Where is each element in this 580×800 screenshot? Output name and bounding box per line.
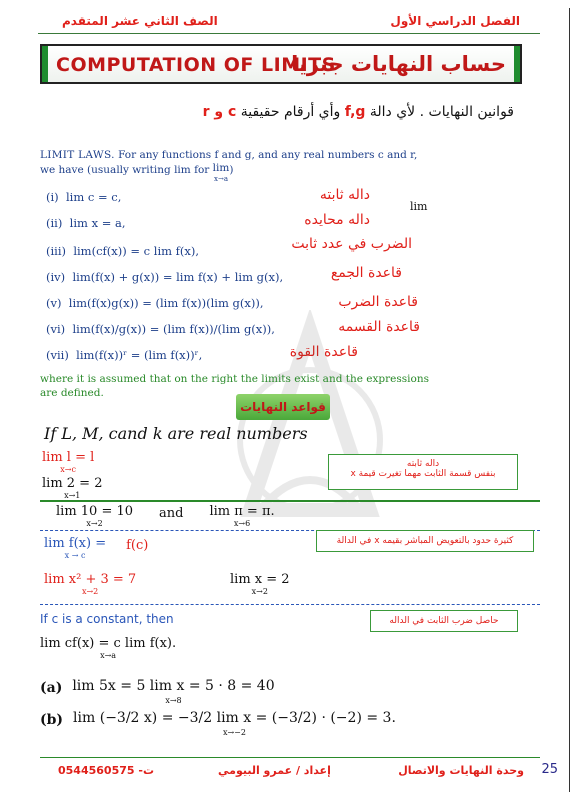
example-a-body: [72, 680, 274, 707]
lim-subscript: x→2: [251, 587, 268, 596]
example-right-expr: lim π = π.: [209, 504, 275, 519]
real-numbers-heading: If L, M, cand k are real numbers: [44, 424, 308, 443]
poly-example: [44, 574, 136, 598]
law-formula: lim x = a,: [69, 216, 126, 230]
title-arabic: حساب النهايات جبريا: [291, 52, 506, 76]
lim-expression: lim 2 = 2: [42, 476, 103, 491]
title-accent-left: [42, 46, 48, 82]
lim-block: [42, 452, 94, 475]
lim-subscript: x→2: [81, 587, 99, 596]
direct-sub-note: كثيرة حدود بالتعويض المباشر بقيمه x في الدالة: [336, 536, 514, 546]
law-vii-arabic: قاعدة القوة: [289, 344, 358, 360]
law-formula: lim(f(x))ʳ = (lim f(x))ʳ,: [76, 348, 203, 362]
examples-and: and: [159, 506, 184, 521]
direct-sub-sub: x → c: [64, 551, 86, 560]
law-iii-arabic: الضرب في عدد ثابت: [291, 236, 412, 252]
example-a-sub: x→8: [165, 696, 182, 705]
lim-notation: [213, 163, 230, 184]
example-b: [40, 712, 396, 739]
example-a-formula: lim 5x = 5 lim x = 5 · 8 = 40: [72, 678, 275, 694]
example-right: [209, 506, 274, 529]
limit-laws-intro: [40, 148, 460, 184]
example-left-expr: lim 10 = 10: [56, 504, 134, 519]
examples-row: [56, 506, 275, 529]
section-divider: [40, 500, 540, 502]
footer-divider: [40, 757, 540, 758]
lim-expression: lim cf(x) = c lim f(x).: [40, 636, 177, 651]
example-right-sub: x→6: [233, 519, 251, 528]
example-b-formula: lim (−3/2 x) = −3/2 lim x = (−3/2) · (−2) = 3.: [73, 710, 396, 726]
lim-subscript: x→c: [60, 465, 76, 474]
lim-block: [42, 478, 102, 501]
law-num: (iv): [46, 270, 66, 284]
unit-name: وحدة النهايات والاتصال: [398, 764, 524, 777]
law-ii: [46, 216, 126, 230]
law-num: (vii): [46, 348, 69, 362]
limit-laws-body1: For any functions f and g, and any real numbers c and r,: [118, 149, 418, 161]
law-vi-arabic: قاعدة القسمه: [338, 319, 420, 335]
example-b-body: [73, 712, 396, 739]
side-lim: lim: [410, 200, 428, 213]
intro-line: [203, 104, 514, 120]
law-iii: [46, 244, 199, 258]
law-formula: lim c = c,: [65, 190, 122, 204]
lim-sub: x→a: [214, 175, 228, 183]
law-num: (iii): [46, 244, 67, 258]
title-bar: [40, 44, 522, 84]
direct-sub-note-box: [316, 530, 534, 552]
intro-fg: f,g: [344, 104, 366, 120]
law-formula: lim(cf(x)) = c lim f(x),: [73, 244, 200, 258]
example-b-label: (b): [40, 712, 64, 728]
lim-block: [40, 638, 176, 661]
lim-subscript: x→a: [100, 651, 117, 660]
law-formula: lim(f(x)/g(x)) = (lim f(x))/(lim g(x)),: [72, 322, 275, 336]
law-num: (v): [46, 296, 62, 310]
rules-badge: [236, 394, 330, 420]
limit-laws-heading: LIMIT LAWS.: [40, 149, 115, 161]
lim-word: lim: [212, 162, 230, 174]
semester-label: الفصل الدراسي الأول: [390, 14, 520, 28]
law-num: (vi): [46, 322, 66, 336]
page-number: 25: [541, 762, 558, 777]
lim-block: [230, 574, 290, 597]
constant-multiple-note: حاصل ضرب الثابت في الداله: [389, 616, 499, 626]
example-left-sub: x→2: [86, 519, 103, 528]
page-right-border: [569, 8, 570, 792]
lim-expression: lim x² + 3 = 7: [44, 572, 137, 587]
example-a: [40, 680, 275, 707]
identity-example: [230, 574, 290, 598]
law-formula: lim(f(x)g(x)) = (lim f(x))(lim g(x)),: [68, 296, 264, 310]
law-i-arabic: داله ثابته: [319, 187, 370, 203]
example-left: [56, 506, 133, 529]
lim-expression: lim l = l: [42, 450, 95, 465]
constant-multiple-heading: If c is a constant, then: [40, 612, 174, 626]
intro-mid: وأي أرقام حقيقية: [240, 104, 341, 120]
law-formula: lim(f(x) + g(x)) = lim f(x) + lim g(x),: [72, 270, 284, 284]
intro-text: قوانين النهايات . لأي دالة: [369, 104, 514, 120]
laws-note: [40, 372, 429, 400]
lim-close: ): [229, 164, 234, 176]
const-formula-1: [42, 452, 94, 475]
const-note-line1: داله ثابته: [406, 459, 440, 469]
dashed-divider: [40, 604, 540, 605]
law-vi: [46, 322, 275, 336]
const-note-line2: بنفس قسمة الثابت مهما تغيرت قيمة x: [350, 469, 496, 479]
law-i: [46, 190, 121, 204]
rules-badge-text: قواعد النهايات: [240, 400, 326, 414]
law-ii-arabic: داله محايده: [304, 212, 370, 228]
direct-sub-formula: [44, 538, 106, 561]
limit-laws-body2: we have (usually writing lim for: [40, 164, 210, 176]
law-iv: [46, 270, 283, 284]
law-num: (i): [46, 190, 59, 204]
law-vii: [46, 348, 202, 362]
lim-subscript: x→1: [64, 491, 81, 500]
phone: ت- 0544560575: [58, 764, 154, 777]
direct-sub-result: f(c): [126, 538, 149, 553]
author: إعداد / عمرو البيومي: [218, 764, 331, 777]
example-b-sub: x→−2: [222, 728, 246, 737]
const-formula-2: [42, 478, 102, 502]
constant-multiple-formula: [40, 638, 176, 662]
law-v-arabic: قاعدة الضرب: [338, 294, 418, 310]
grade-label: الصف الثاني عشر المتقدم: [62, 14, 218, 28]
lim-expression: lim x = 2: [230, 572, 290, 587]
law-iv-arabic: قاعدة الجمع: [330, 265, 402, 281]
laws-note-2: are defined.: [40, 387, 104, 399]
law-v: [46, 296, 263, 310]
direct-sub-expr: lim f(x) =: [44, 536, 107, 551]
constant-multiple-box: [370, 610, 518, 632]
const-note-box: [328, 454, 518, 490]
title-accent-right: [514, 46, 520, 82]
lim-block: [44, 574, 136, 597]
direct-sub-row: [44, 538, 148, 561]
title-english: COMPUTATION OF LIMITS: [56, 54, 336, 76]
law-num: (ii): [46, 216, 63, 230]
example-a-label: (a): [40, 680, 63, 696]
laws-note-1: where it is assumed that on the right the limits exist and the expressions: [40, 373, 429, 385]
intro-cr: c و r: [202, 104, 237, 120]
header-divider: [38, 33, 540, 34]
